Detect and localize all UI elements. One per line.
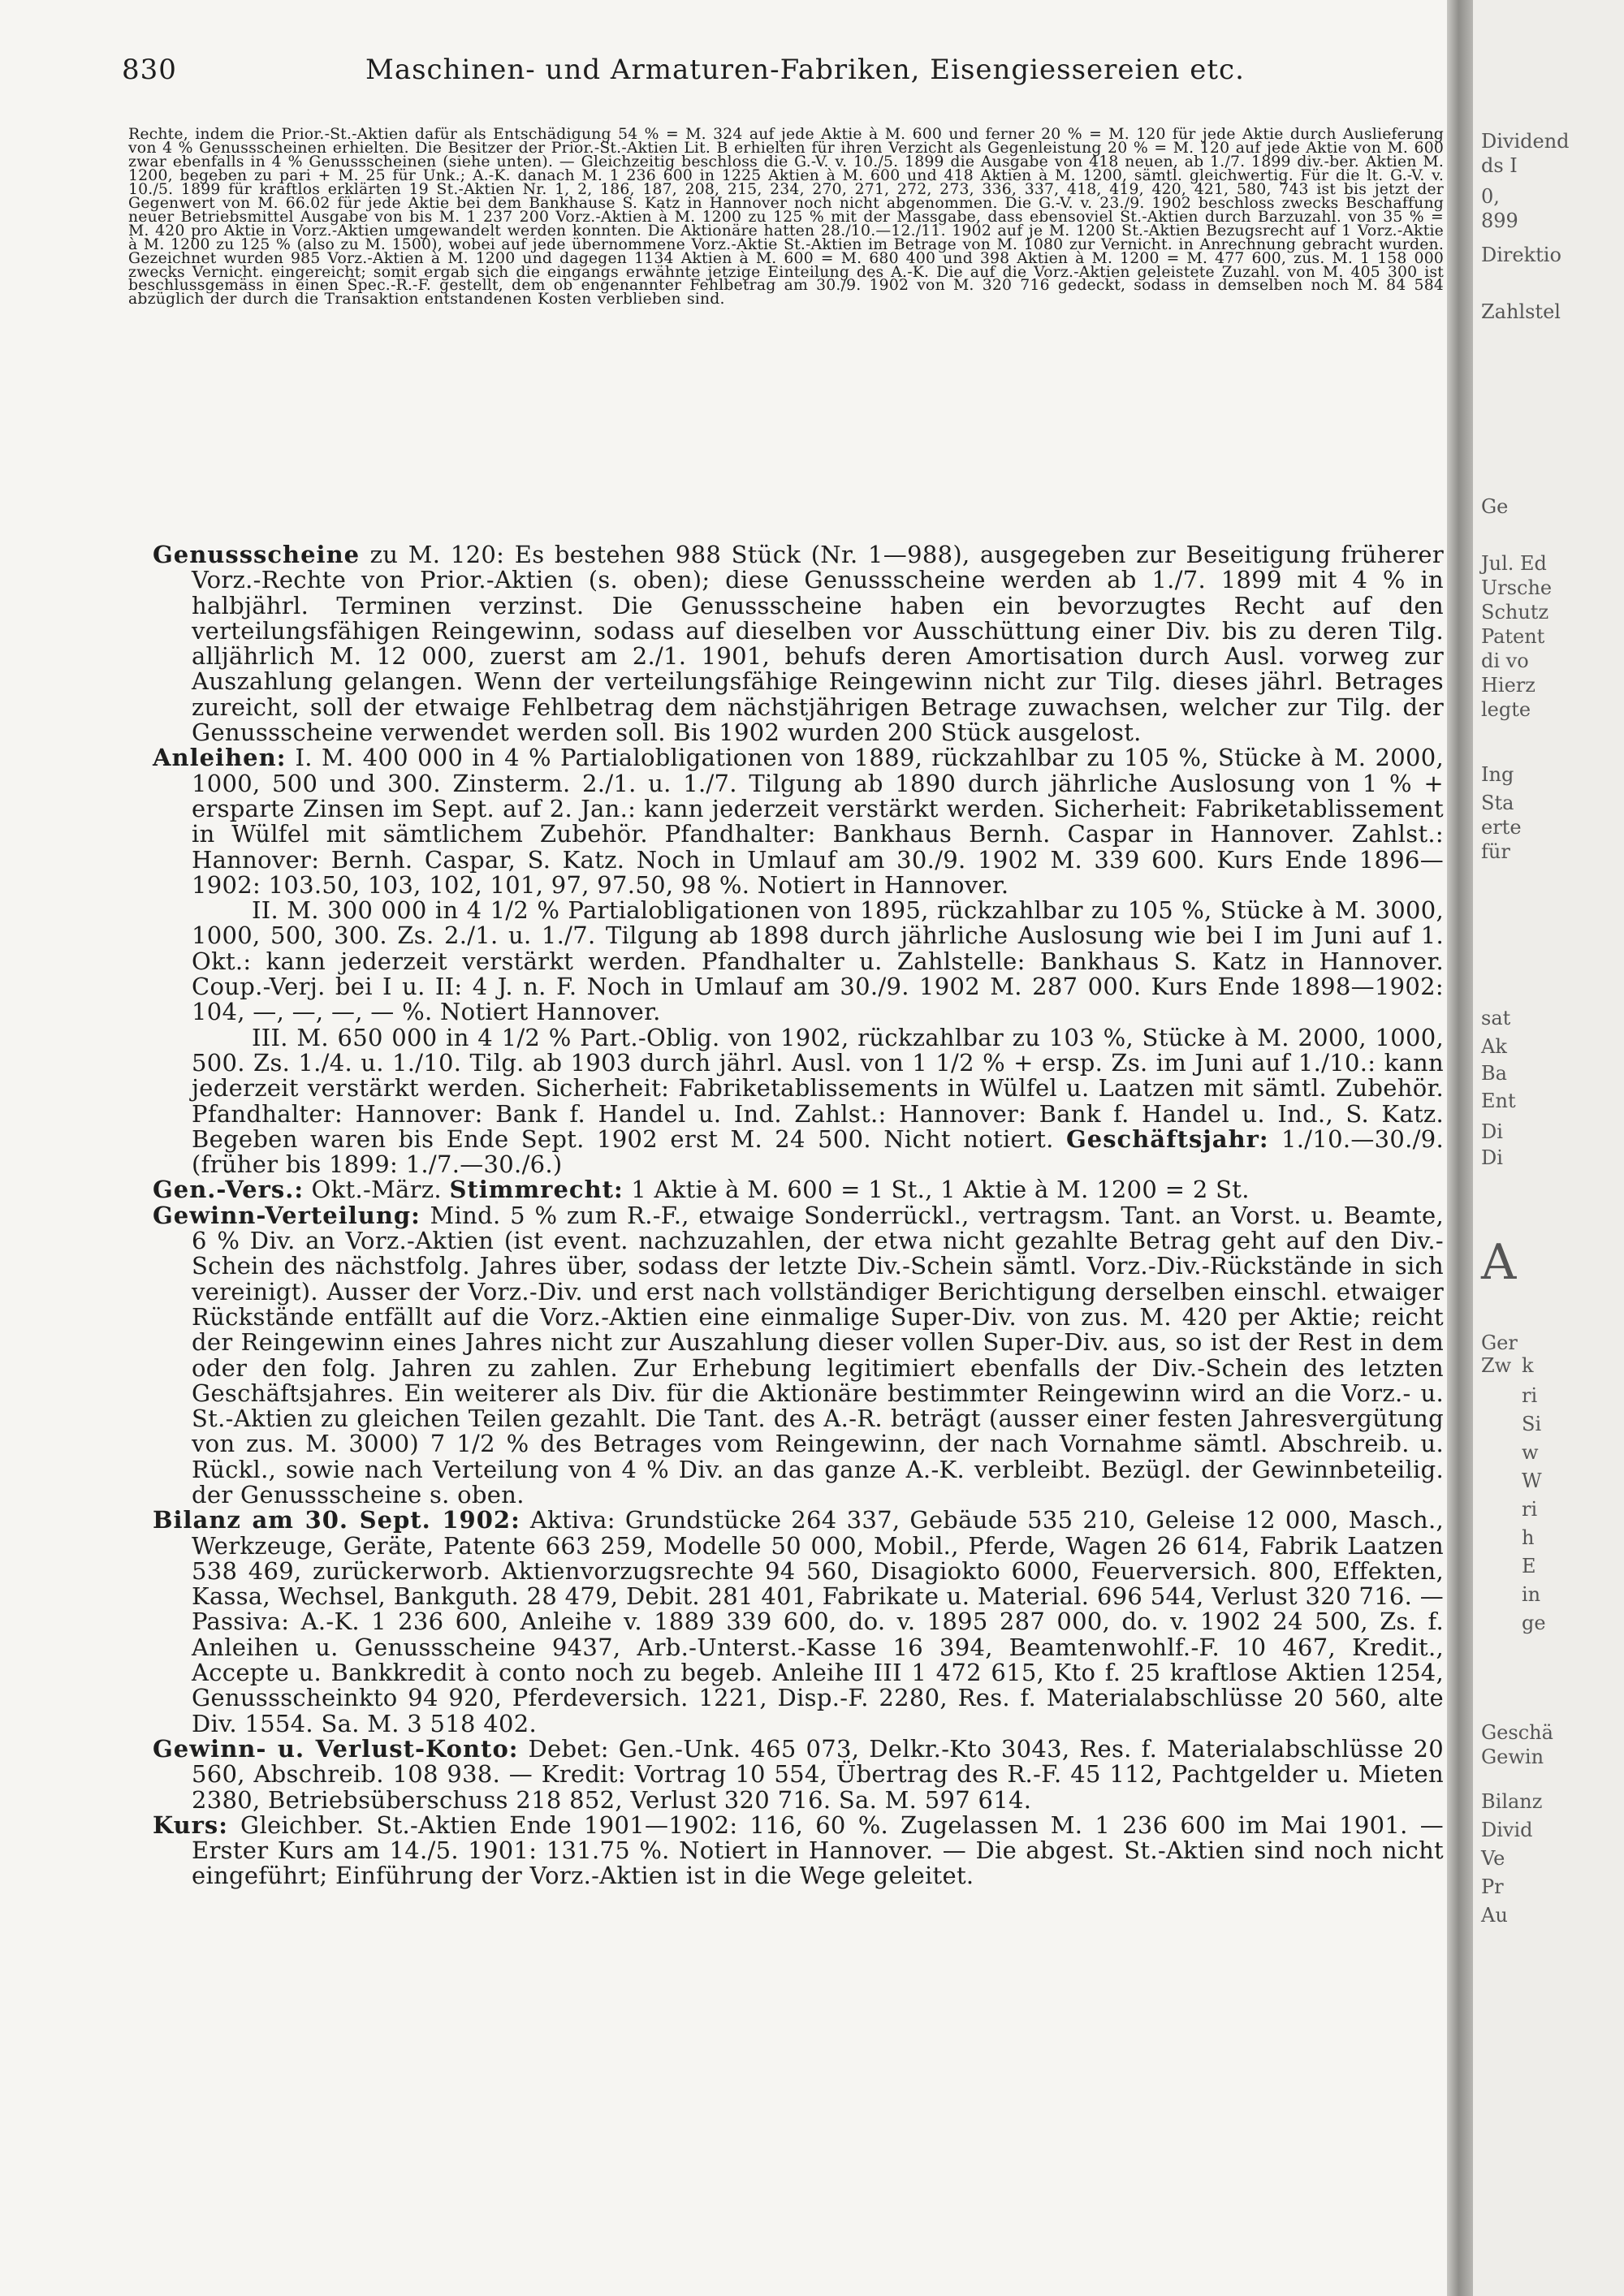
anleihen-paragraph: [128, 745, 1444, 898]
margin-fragment: Patent: [1481, 625, 1545, 648]
bilanz-heading: Bilanz am 30. Sept. 1902:: [153, 1506, 520, 1534]
kurs-text: Gleichber. St.-Aktien Ende 1901—1902: 116, 60 %. Zugelassen M. 1 236 600 im Mai 1901. — Erster Kurs am 14./5. 1901: 131.75 %. Notiert in Hannover. — Die abgest. St.-Aktien sind noch nicht eingeführt; Einführung der Vorz.-Aktien ist in die Wege geleitet.: [192, 1810, 1444, 1890]
main-text: [128, 542, 1444, 1889]
margin-fragment: Direktio: [1481, 244, 1561, 266]
margin-fragment: Ursche: [1481, 576, 1553, 599]
geschaeftsjahr-text: 1./10.—30./9. (früher bis 1899: 1./7.—30./6.): [192, 1124, 1444, 1179]
margin-fragment: Bilanz: [1481, 1790, 1543, 1813]
geschaeftsjahr-heading: Geschäftsjahr:: [1066, 1124, 1269, 1153]
margin-fragment: ri: [1522, 1498, 1538, 1521]
anleihen-paragraph-2: II. M. 300 000 in 4 1/2 % Partialobligationen von 1895, rückzahlbar zu 105 %, Stücke à M. 3000, 1000, 500, 300. Zs. 2./1. u. 1./7. Tilgung ab 1898 durch jährliche Auslosung wie bei I im Juni auf 1. Okt.: kann jederzeit verstärkt werden. Pfandhalter u. Zahlstelle: Bankhaus S. Katz in Hannover. Coup.-Verj. bei I u. II: 4 J. n. F. Noch in Umlauf am 30./9. 1902 M. 287 000. Kurs Ende 1898—1902: 104, —, —, —, — %. Notiert Hannover.: [192, 896, 1444, 1026]
margin-fragment: w: [1522, 1441, 1539, 1464]
margin-fragment: Ger: [1481, 1331, 1518, 1354]
margin-fragment: Di: [1481, 1120, 1503, 1143]
margin-fragment: Di: [1481, 1146, 1503, 1169]
anleihen-heading: Anleihen:: [153, 744, 287, 772]
margin-fragment: A: [1481, 1234, 1517, 1291]
margin-fragment: Jul. Ed: [1481, 552, 1547, 575]
kurs-paragraph: [128, 1810, 1444, 1890]
margin-fragment: legte: [1481, 698, 1531, 721]
guv-heading: Gewinn- u. Verlust-Konto:: [153, 1734, 519, 1763]
anleihen-paragraph-3: [128, 1025, 1444, 1178]
margin-fragment: Pr: [1481, 1875, 1504, 1898]
margin-fragment: 899: [1481, 209, 1518, 232]
margin-fragment: h: [1522, 1526, 1535, 1549]
margin-fragment: Ing: [1481, 763, 1514, 786]
margin-fragment: E: [1522, 1555, 1536, 1577]
intro-paragraph: Rechte, indem die Prior.-St.-Aktien dafür als Entschädigung 54 % = M. 324 auf jede Aktie à M. 600 und ferner 20 % = M. 120 für jede Aktie durch Auslieferung von 4 % Genussscheinen erhielten. Die Besitzer der Prior.-St.-Aktien Lit. B erhielten für ihren Verzicht als Gegenleistung 20 % = M. 120 auf jede Aktie von M. 600 zwar ebenfalls in 4 % Genussscheinen (siehe unten). — Gleichzeitig beschloss die G.-V. v. 10./5. 1899 die Ausgabe von 418 neuen, ab 1./7. 1899 div.-ber. Aktien M. 1200, begeben zu pari + M. 25 für Unk.; A.-K. danach M. 1 236 600 in 1225 Aktien à M. 600 und 418 Aktien à M. 1200, sämtl. gleichwertig. Für die lt. G.-V. v. 10./5. 1899 für kraftlos erklärten 19 St.-Aktien Nr. 1, 2, 186, 187, 208, 215, 234, 270, 271, 272, 273, 336, 337, 418, 419, 420, 421, 580, 743 ist bis jetzt der Gegenwert von M. 66.02 für jede Aktie bei dem Bankhause S. Katz in Hannover noch nicht abgenommen. Die G.-V. v. 23./9. 1902 beschloss zwecks Beschaffung neuer Betriebsmittel Ausgabe von bis M. 1 237 200 Vorz.-Aktien à M. 1200 zu 125 % mit der Massgabe, dass ebensoviel St.-Aktien durch Barzuzahl. von 35 % = M. 420 pro Aktie in Vorz.-Aktien umgewandelt werden konnten. Die Aktionäre hatten 28./10.—12./11. 1902 auf je M. 1200 St.-Aktien Bezugsrecht auf 1 Vorz.-Aktie à M. 1200 zu 125 % (also zu M. 1500), wobei auf jede übernommene Vorz.-Aktie St.-Aktien im Betrage von M. 1080 zur Vernicht. in Anrechnung gebracht wurden. Gezeichnet wurden 985 Vorz.-Aktien à M. 1200 und dagegen 1134 Aktien à M. 600 = M. 680 400 und 398 Aktien à M. 1200 = M. 477 600, zus. M. 1 158 000 zwecks Vernicht. eingereicht; somit ergab sich die eingangs erwähnte jetzige Einteilung des A.-K. Die auf die Vorz.-Aktien geleistete Zuzahl. von M. 405 300 ist beschlussgemäss in einen Spec.-R.-F. gestellt, dem ob engenannter Fehlbetrag am 30./9. 1902 von M. 320 716 gedeckt, sodass in demselben noch M. 84 584 abzüglich der durch die Transaktion entstandenen Kosten verblieben sind.: [128, 126, 1444, 309]
guv-paragraph: [128, 1734, 1444, 1814]
gewinnverteilung-paragraph: [128, 1203, 1444, 1508]
intro-small-print: [128, 128, 1444, 307]
running-title: Maschinen- und Armaturen-Fabriken, Eisengiessereien etc.: [365, 54, 1245, 86]
bilanz-paragraph: [128, 1508, 1444, 1737]
margin-fragment: sat: [1481, 1007, 1511, 1029]
stimmrecht-heading: Stimmrecht:: [449, 1176, 624, 1204]
page-header: [122, 54, 1437, 94]
margin-fragment: k: [1522, 1354, 1534, 1377]
margin-fragment: 0,: [1481, 185, 1500, 208]
margin-fragment: Gewin: [1481, 1746, 1544, 1768]
guv-text: Debet: Gen.-Unk. 465 073, Delkr.-Kto 3043, Res. f. Materialabschlüsse 20 560, Abschreib. 108 938. — Kredit: Vortrag 10 554, Übertrag des R.-F. 45 112, Pachtgelder u. Mieten 2380, Betriebsüberschuss 218 852, Verlust 320 716. Sa. M. 597 614.: [192, 1734, 1444, 1814]
margin-fragment: Dividend: [1481, 130, 1570, 153]
margin-fragment: Divid: [1481, 1819, 1533, 1841]
bilanz-text: Aktiva: Grundstücke 264 337, Gebäude 535 210, Geleise 12 000, Masch., Werkzeuge, Geräte, Patente 663 259, Modelle 50 000, Mobil., Pferde, Wagen 26 614, Fabrik Laatzen 538 469, zurückerworb. Aktienvorzugsrechte 94 560, Disagiokto 6000, Feuerversich. 800, Effekten, Kassa, Wechsel, Bankguth. 28 479, Debit. 281 401, Fabrikate u. Material. 696 544, Verlust 320 716. — Passiva: A.-K. 1 236 600, Anleihe v. 1889 339 600, do. v. 1895 287 000, do. v. 1902 24 500, Zs. f. Anleihen u. Genussscheine 9437, Arb.-Unterst.-Kasse 16 394, Beamtenwohlf.-F. 10 467, Kredit., Accepte u. Bankkredit à conto noch zu begeb. Anleihe III 1 472 615, Kto f. 25 kraftlose Aktien 1254, Genussscheinkto 94 920, Pferdeversich. 1221, Disp.-F. 2280, Res. f. Materialabschlüsse 20 560, alte Div. 1554. Sa. M. 3 518 402.: [192, 1506, 1445, 1737]
genvers-text: Okt.-März.: [304, 1176, 442, 1204]
margin-fragment: in: [1522, 1583, 1541, 1606]
margin-fragment: Hierz: [1481, 674, 1535, 697]
margin-fragment: ge: [1522, 1612, 1546, 1634]
margin-fragment: ds I: [1481, 154, 1518, 177]
margin-fragment: Zahlstel: [1481, 300, 1561, 323]
margin-fragment: Schutz: [1481, 601, 1549, 624]
genussscheine-heading: Genussscheine: [153, 541, 361, 568]
margin-fragment: für: [1481, 840, 1510, 863]
genussscheine-text: zu M. 120: Es bestehen 988 Stück (Nr. 1—988), ausgegeben zur Beseitigung früherer Vorz.-Rechte von Prior.-Aktien (s. oben); diese Genussscheine werden ab 1./7. 1899 mit 4 % in halbjährl. Terminen verzinst. Die Genussscheine haben ein bevorzugtes Recht auf den verteilungsfähigen Reingewinn, sodass auf dieselben vor Ausschüttung einer Div. bis zu deren Tilg. alljährlich M. 12 000, zuerst am 2./1. 1901, behufs deren Amortisation durch Ausl. vorweg zur Auszahlung gelangen. Wenn der verteilungsfähige Reingewinn nicht zur Tilg. dieses jährl. Betrages zureicht, soll der etwaige Fehlbetrag dem nächstjährigen Betrage zuwachsen, welcher zur Tilg. der Genussscheine verwendet werden soll. Bis 1902 wurden 200 Stück ausgelost.: [192, 541, 1444, 747]
genvers-paragraph: [128, 1177, 1444, 1202]
margin-fragment: W: [1522, 1470, 1542, 1492]
margin-fragment: erte: [1481, 816, 1522, 839]
margin-fragment: Geschä: [1481, 1721, 1553, 1744]
margin-fragment: Ve: [1481, 1847, 1505, 1870]
margin-fragment: di vo: [1481, 650, 1529, 672]
margin-fragment: ri: [1522, 1384, 1538, 1407]
gewinnverteilung-text: Mind. 5 % zum R.-F., etwaige Sonderrückl., vertragsm. Tant. an Vorst. u. Beamte, 6 % Div. an Vorz.-Aktien (ist event. nachzuzahlen, der etwa nicht gezahlte Betrag geht auf den Div.-Schein des nächstfolg. Jahres über, sodass der letzte Div.-Schein sämtl. Vorz.-Div.-Rückstände in sich vereinigt). Ausser der Vorz.-Div. und erst nach vollständiger Berichtigung derselben einschl. etwaiger Rückstände entfällt auf die Vorz.-Aktien eine einmalige Super-Div. von zus. M. 420 per Aktie; reicht der Reingewinn eines Jahres nicht zur Auszahlung dieser vollen Super-Div. aus, so ist der Rest in dem oder den folg. Jahren zu zahlen. Zur Erhebung legitimiert ebenfalls der Div.-Schein des letzten Geschäftsjahres. Ein weiterer als Div. für die Aktionäre bestimmter Reingewinn wird an die Vorz.- u. St.-Aktien zu gleichen Teilen gezahlt. Die Tant. des A.-R. beträgt (ausser einer festen Jahresvergütung von zus. M. 3000) 7 1/2 % des Betrages vom Reingewinn, der nach Vornahme sämtl. Abschreib. u. Rückl., sowie nach Verteilung von 4 % Div. an das ganze A.-K. verbleibt. Bezügl. der Gewinnbeteilig. der Genussscheine s. oben.: [192, 1201, 1444, 1508]
margin-fragment: Ge: [1481, 495, 1509, 518]
margin-fragment: Zw: [1481, 1354, 1512, 1377]
margin-fragment: Ent: [1481, 1090, 1516, 1112]
page-number: 830: [122, 54, 177, 86]
kurs-heading: Kurs:: [153, 1810, 228, 1839]
genussscheine-paragraph: [128, 542, 1444, 745]
margin-fragment: Ba: [1481, 1062, 1507, 1085]
anleihen-text-3: III. M. 650 000 in 4 1/2 % Part.-Oblig. von 1902, rückzahlbar zu 103 %, Stücke à M. 2000, 1000, 500. Zs. 1./4. u. 1./10. Tilg. ab 1903 durch jährl. Ausl. von 1 1/2 % + ersp. Zs. im Juni auf 1./10.: kann jederzeit verstärkt werden. Sicherheit: Fabriketablissements in Wülfel u. Laatzen mit sämtl. Zubehör. Pfandhalter: Hannover: Bank f. Handel u. Ind. Zahlst.: Hannover: Bank f. Handel u. Ind., S. Katz. Begeben waren bis Ende Sept. 1902 erst M. 24 500. Nicht notiert.: [192, 1023, 1444, 1153]
margin-fragment: Sta: [1481, 792, 1514, 814]
facing-page-fragment: [1473, 0, 1624, 2296]
book-spine-shadow: [1447, 0, 1473, 2296]
stimmrecht-text: 1 Aktie à M. 600 = 1 St., 1 Aktie à M. 1200 = 2 St.: [623, 1176, 1250, 1204]
margin-fragment: Ak: [1481, 1035, 1507, 1058]
margin-fragment: Si: [1522, 1413, 1542, 1435]
anleihen-text-1: I. M. 400 000 in 4 % Partialobligationen von 1889, rückzahlbar zu 105 %, Stücke à M. 2000, 1000, 500 und 300. Zinsterm. 2./1. u. 1./7. Tilgung ab 1890 durch jährliche Auslosung von 1 % + ersparte Zinsen im Sept. auf 2. Jan.: kann jederzeit verstärkt werden. Sicherheit: Fabriketablissement in Wülfel mit sämtlichem Zubehör. Pfandhalter: Bankhaus Bernh. Caspar in Hannover. Zahlst.: Hannover: Bernh. Caspar, S. Katz. Noch in Umlauf am 30./9. 1902 M. 339 600. Kurs Ende 1896—1902: 103.50, 103, 102, 101, 97, 97.50, 98 %. Notiert in Hannover.: [192, 744, 1444, 899]
genvers-heading: Gen.-Vers.:: [153, 1176, 304, 1204]
gewinnverteilung-heading: Gewinn-Verteilung:: [153, 1201, 421, 1229]
margin-fragment: Au: [1481, 1904, 1508, 1927]
